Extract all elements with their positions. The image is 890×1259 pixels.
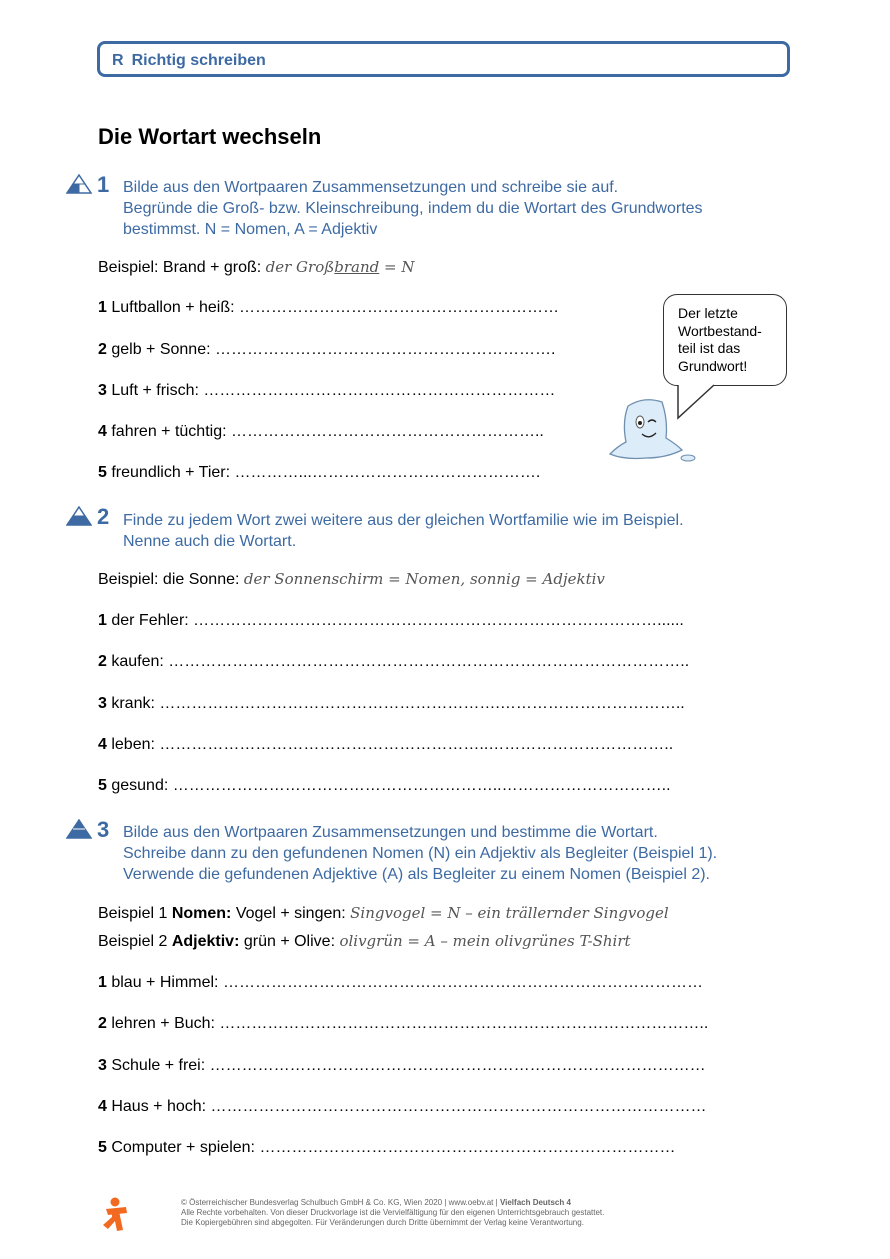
example-prefix: Beispiel 2 (98, 933, 172, 950)
footer (181, 1198, 604, 1228)
footer-book-title: Vielfach Deutsch 4 (499, 1198, 571, 1207)
bubble-line: Grundwort! (678, 357, 748, 374)
item-number: 4 (98, 1098, 107, 1115)
publisher-logo-icon (96, 1197, 132, 1233)
footer-line: Alle Rechte vorbehalten. Von dieser Druckvorlage ist die Vervielfältigung für den eigenen Unterrichtsgebrauch gestattet. (181, 1208, 605, 1217)
item-text: Schule + frei: (106, 1057, 210, 1074)
item-text: gelb + Sonne: (106, 341, 215, 358)
item-number: 5 (98, 777, 107, 794)
task-2-instruction (123, 510, 803, 552)
example-handwriting: Singvogel = N – ein trällernder Singvogel (350, 904, 669, 922)
answer-line[interactable]: ……………………………………………………..………………………….. (172, 777, 671, 794)
item-text: Haus + hoch: (106, 1098, 211, 1115)
list-item (98, 299, 559, 317)
instruction-line: Nenne auch die Wortart. (123, 533, 297, 550)
item-text: der Fehler: (106, 612, 194, 629)
answer-line[interactable]: ………………………………………………………………………………… (210, 1098, 707, 1115)
instruction-line: Finde zu jedem Wort zwei weitere aus der gleichen Wortfamilie wie im Beispiel. (123, 512, 684, 529)
task-2-example (98, 570, 605, 589)
item-number: 1 (98, 612, 107, 629)
example-pair: Vogel + singen: (231, 905, 351, 922)
item-number: 4 (98, 736, 107, 753)
bubble-line: teil ist das (678, 340, 741, 356)
list-item (98, 423, 544, 441)
task-3-example-1 (98, 904, 669, 923)
instruction-line: Schreibe dann zu den gefundenen Nomen (N) ein Adjektiv als Begleiter (Beispiel 1). (123, 845, 718, 862)
bubble-line: Wortbestand- (678, 322, 762, 339)
example-prefix: Beispiel: Brand + groß: (98, 259, 266, 276)
item-number: 3 (98, 695, 107, 712)
example-handwriting: der Sonnenschirm = Nomen, sonnig = Adjektiv (243, 570, 605, 588)
mascot-icon (606, 392, 698, 466)
list-item (98, 1098, 707, 1116)
item-number: 3 (98, 382, 107, 399)
list-item (98, 1057, 706, 1075)
answer-line[interactable]: ………………………………………………….. (230, 423, 544, 440)
handwriting-part: = N (379, 258, 415, 276)
item-text: fahren + tüchtig: (106, 423, 231, 440)
difficulty-triangle-icon (66, 174, 92, 194)
list-item (98, 612, 684, 630)
answer-line[interactable]: ………………………………………………………. (215, 341, 556, 358)
task-1-number: 1 (97, 172, 110, 197)
example-wordtype: Nomen: (171, 905, 232, 922)
answer-line[interactable]: …………………………………………………… (239, 299, 559, 316)
answer-line[interactable]: ……………………………………………………………………………….. (219, 1015, 709, 1032)
example-pair: grün + Olive: (239, 933, 340, 950)
item-number: 1 (98, 299, 107, 316)
item-number: 2 (98, 341, 107, 358)
item-text: blau + Himmel: (106, 974, 223, 991)
task-3-instruction (123, 822, 803, 885)
example-wordtype: Adjektiv: (171, 933, 240, 950)
item-number: 5 (98, 464, 107, 481)
item-text: gesund: (106, 777, 173, 794)
item-text: Luft + frisch: (106, 382, 204, 399)
item-text: leben: (106, 736, 160, 753)
difficulty-triangle-icon (66, 506, 92, 526)
instruction-line: Verwende die gefundenen Adjektive (A) als Begleiter zu einem Nomen (Beispiel 2). (123, 866, 710, 883)
example-handwriting: olivgrün = A – mein olivgrünes T-Shirt (339, 932, 631, 950)
difficulty-triangle-icon (66, 819, 92, 839)
footer-line: Die Kopiergebühren sind abgegolten. Für Veränderungen durch Dritte übernimmt der Verlag keine Verantwortung. (181, 1218, 584, 1227)
section-letter: R (112, 52, 124, 69)
handwriting-underlined: brand (334, 258, 380, 276)
task-1-example (98, 258, 414, 277)
list-item (98, 695, 685, 713)
list-item (98, 974, 703, 992)
speech-bubble (663, 294, 787, 386)
list-item (98, 653, 689, 671)
answer-line[interactable]: ………………………………………………………………………………… (209, 1057, 706, 1074)
item-number: 2 (98, 653, 107, 670)
answer-line[interactable]: ………………………………………………………… (203, 382, 556, 399)
item-text: krank: (106, 695, 160, 712)
instruction-line: Begründe die Groß- bzw. Kleinschreibung, indem du die Wortart des Grundwortes (123, 200, 703, 217)
answer-line[interactable]: ……………………………………………………….…………………………….. (159, 695, 685, 712)
example-prefix: Beispiel 1 (98, 905, 172, 922)
instruction-line: bestimmst. N = Nomen, A = Adjektiv (123, 221, 378, 238)
item-number: 2 (98, 1015, 107, 1032)
list-item (98, 464, 540, 482)
list-item (98, 382, 555, 400)
item-number: 5 (98, 1139, 107, 1156)
item-text: Computer + spielen: (106, 1139, 260, 1156)
task-3-number: 3 (97, 817, 110, 842)
answer-line[interactable]: …………...……………………………………. (234, 464, 541, 481)
list-item (98, 777, 671, 795)
footer-copyright: © Österreichischer Bundesverlag Schulbuch GmbH & Co. KG, Wien 2020 | www.oebv.at | (181, 1198, 500, 1207)
section-header (97, 41, 790, 77)
item-text: lehren + Buch: (106, 1015, 220, 1032)
footer-line (181, 1198, 604, 1208)
instruction-line: Bilde aus den Wortpaaren Zusammensetzungen und schreibe sie auf. (123, 179, 619, 196)
example-prefix: Beispiel: die Sonne: (98, 571, 244, 588)
example-handwriting (266, 258, 415, 276)
section-header-text (112, 52, 266, 70)
bubble-line: Der letzte (678, 305, 738, 321)
item-text: kaufen: (106, 653, 169, 670)
answer-line[interactable]: …………………………………………………………………………………….. (168, 653, 690, 670)
instruction-line: Bilde aus den Wortpaaren Zusammensetzungen und bestimme die Wortart. (123, 824, 658, 841)
answer-line[interactable]: …………………………………………………………………… (259, 1139, 676, 1156)
item-text: Luftballon + heiß: (106, 299, 239, 316)
item-number: 4 (98, 423, 107, 440)
task-2-number: 2 (97, 504, 110, 529)
list-item (98, 1139, 675, 1157)
item-number: 1 (98, 974, 107, 991)
answer-line[interactable]: ……………………………………………………………………………...... (193, 612, 684, 629)
list-item (98, 1015, 708, 1033)
page-title: Die Wortart wechseln (98, 124, 322, 149)
list-item (98, 736, 673, 754)
task-3-example-2 (98, 932, 631, 951)
item-number: 3 (98, 1057, 107, 1074)
section-label: Richtig schreiben (131, 52, 266, 69)
answer-line[interactable]: ……………………………………………………..…………………………….. (159, 736, 674, 753)
list-item (98, 341, 555, 359)
handwriting-part: der Groß (265, 258, 335, 276)
item-text: freundlich + Tier: (106, 464, 235, 481)
task-1-instruction (123, 177, 803, 240)
answer-line[interactable]: ……………………………………………………………………………… (222, 974, 703, 991)
